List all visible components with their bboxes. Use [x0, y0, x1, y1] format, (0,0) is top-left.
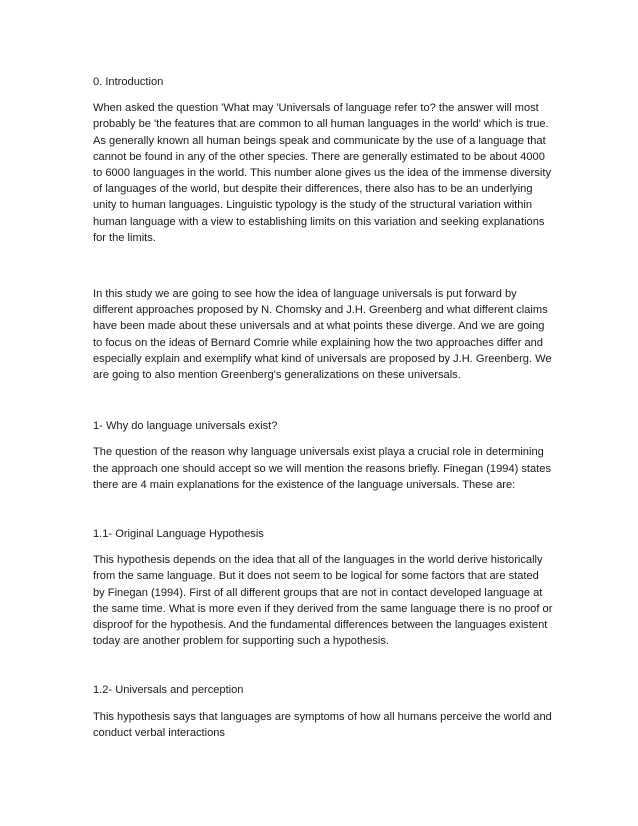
paragraph-why-universals: The question of the reason why language universals exist playa a crucial role in determining the approach one should accept so we will mention the reasons briefly. Finegan (1994) states there are 4 main explanations for the existence of the language universals. These are:: [93, 446, 551, 491]
paragraph-introduction-1: When asked the question 'What may 'Universals of language refer to? the answer will most probably be 'the features that are common to all human languages in the world' which is true. As generally known all human beings speak and communicate by the use of a language that cannot be found in any of the other species. There are generally estimated to be about 4000 to 6000 languages in the world. This number alone gives us the idea of the immense diversity of languages of the world, but despite their differences, there also has to be an underlying unity to human languages. Linguistic typology is the study of the structural variation within human language with a view to establishing limits on this variation and seeking explanations for the limits.: [93, 102, 551, 244]
section-heading-introduction: 0. Introduction: [93, 76, 164, 88]
paragraph-perception: This hypothesis says that languages are symptoms of how all humans perceive the world and conduct verbal interactions: [93, 710, 552, 739]
section-heading-why-universals: 1- Why do language universals exist?: [93, 420, 278, 433]
section-heading-perception: 1.2- Universals and perception: [93, 684, 244, 697]
document-page: [93, 74, 553, 741]
section-heading-original-language: 1.1- Original Language Hypothesis: [93, 528, 264, 541]
paragraph-original-language: This hypothesis depends on the idea that all of the languages in the world derive historically from the same language. But it does not seem to be logical for some factors that are stated by Finegan (1994). First of all different groups that are not in contact developed language at the same time. What is more even if they derived from the same language there is no proof or disproof for the hypothesis. And the fundamental differences between the languages existent today are another problem for supporting such a hypothesis.: [93, 554, 553, 648]
paragraph-introduction-2: In this study we are going to see how the idea of language universals is put forward by different approaches proposed by N. Chomsky and J.H. Greenberg and what different claims have been made about these universals and at what points these diverge. And we are going to focus on the ideas of Bernard Comrie while explaining how the two approaches differ and especially explain and exemplify what kind of universals are proposed by J.H. Greenberg. We are going to also mention Greenberg's generalizations on these universals.: [93, 288, 552, 382]
